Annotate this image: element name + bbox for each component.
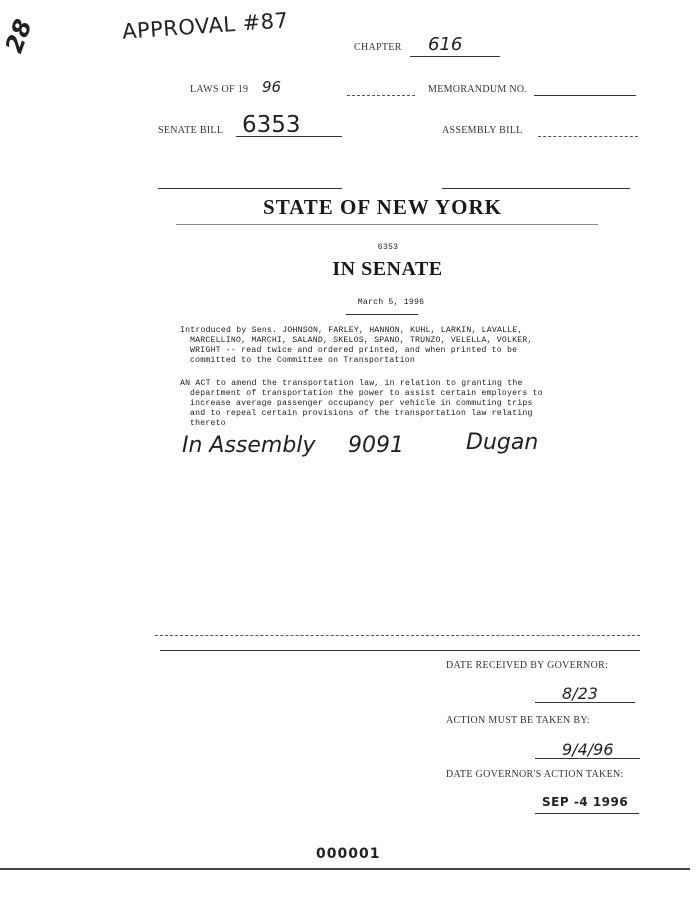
action-taken-stamp: SEP -4 1996 [542,795,629,809]
approval-number: APPROVAL #87 [121,8,290,44]
laws-line [347,95,415,96]
title-underline [176,224,598,225]
action-by-line [535,758,640,759]
action-by-value: 9/4/96 [562,740,614,759]
page-number: 000001 [316,846,381,862]
bill-date: March 5, 1996 [357,298,425,307]
intro-line: WRIGHT -- read twice and ordered printed, and when printed to be [190,346,518,355]
date-received-value: 8/23 [562,684,598,703]
laws-value: 96 [262,78,282,96]
act-title-paragraph [180,379,610,429]
intro-line: Introduced by Sens. JOHNSON, FARLEY, HANNON, KUHL, LARKIN, LAVALLE, [180,326,523,335]
act-line: thereto [190,419,226,428]
chapter-line [410,56,500,57]
memorandum-line [534,95,636,96]
act-line: and to repeal certain provisions of the transportation law relating [190,409,533,418]
action-by-label: ACTION MUST BE TAKEN BY: [446,715,591,726]
lower-separator-2 [160,650,640,651]
intro-line: MARCELLINO, MARCHI, SALAND, SKELOS, SPANO, TRUNZO, VELELLA, VOLKER, [190,336,533,345]
chapter-label: CHAPTER [354,42,402,53]
assembly-sponsor: Dugan [466,430,539,455]
corner-mark: 28 [0,15,38,57]
senate-bill-value: 6353 [242,112,301,138]
chamber-heading: IN SENATE [332,258,443,280]
assembly-bill-label: ASSEMBLY BILL [442,125,523,136]
memorandum-label: MEMORANDUM NO. [428,84,528,95]
chapter-value: 616 [428,34,463,55]
act-line: department of transportation the power to assist certain employers to [190,389,543,398]
act-line: AN ACT to amend the transportation law, in relation to granting the [180,379,523,388]
assembly-number: 9091 [348,433,404,458]
date-received-label: DATE RECEIVED BY GOVERNOR: [446,660,609,671]
action-taken-line [535,813,639,814]
laws-label: LAWS OF 19 [190,84,249,95]
bottom-edge-line [0,868,690,870]
introduction-paragraph [180,326,610,366]
intro-line: committed to the Committee on Transportation [190,356,415,365]
date-underline [346,314,418,315]
date-received-line [535,702,635,703]
assembly-note: In Assembly [182,433,316,458]
lower-separator-1 [155,635,640,636]
separator-right [442,188,630,189]
state-title: STATE OF NEW YORK [263,195,502,219]
bill-number: 6353 [377,243,399,252]
senate-bill-label: SENATE BILL [158,125,224,136]
assembly-bill-line [538,136,638,137]
separator-left [158,188,342,189]
act-line: increase average passenger occupancy per vehicle in commuting trips [190,399,533,408]
action-taken-label: DATE GOVERNOR'S ACTION TAKEN: [446,769,624,780]
